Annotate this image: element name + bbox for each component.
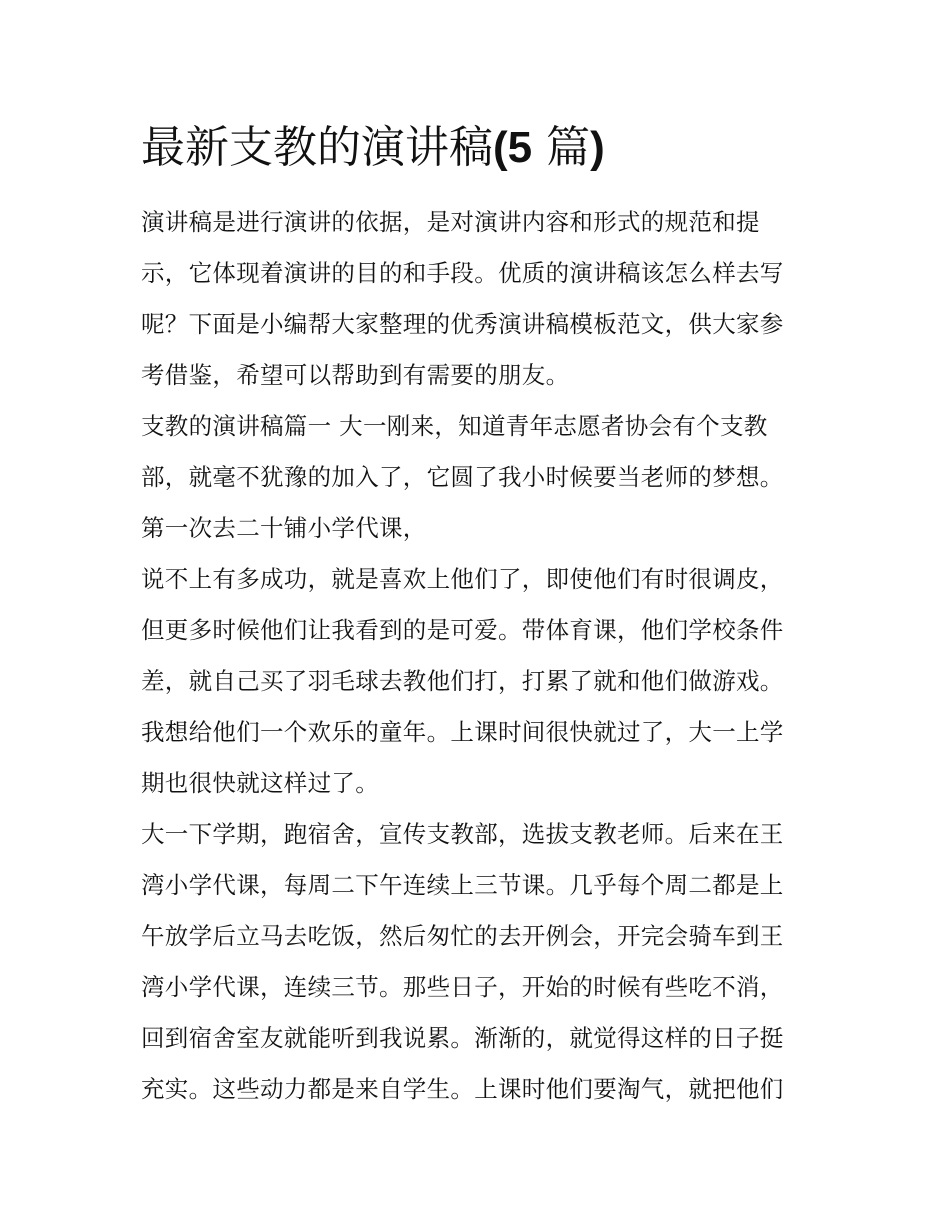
- text-line: 演讲稿是进行演讲的依据，是对演讲内容和形式的规范和提: [141, 208, 760, 236]
- text-line: 充实。这些动力都是来自学生。上课时他们要淘气，就把他们: [141, 1075, 784, 1103]
- text-line: 湾小学代课，每周二下午连续上三节课。几乎每个周二都是上: [141, 871, 784, 899]
- text-line: 呢？下面是小编帮大家整理的优秀演讲稿模板范文，供大家参: [141, 310, 784, 338]
- text-line: 支教的演讲稿篇一 大一刚来，知道青年志愿者协会有个支教: [141, 412, 768, 440]
- text-line: 第一次去二十铺小学代课，: [141, 514, 427, 542]
- text-line: 大一下学期，跑宿舍，宣传支教部，选拔支教老师。后来在王: [141, 820, 784, 848]
- title-paren-close: ): [590, 123, 605, 172]
- text-line: 期也很快就这样过了。: [141, 769, 379, 797]
- text-line: 说不上有多成功，就是喜欢上他们了，即使他们有时很调皮，: [141, 565, 784, 593]
- title-count: 5: [507, 123, 533, 172]
- text-line: 午放学后立马去吃饭，然后匆忙的去开例会，开完会骑车到王: [141, 922, 784, 950]
- text-line: 但更多时候他们让我看到的是可爱。带体育课，他们学校条件: [141, 616, 784, 644]
- document-title: [141, 118, 841, 178]
- text-line: 湾小学代课，连续三节。那些日子，开始的时候有些吃不消，: [141, 973, 784, 1001]
- text-line: 示，它体现着演讲的目的和手段。优质的演讲稿该怎么样去写: [141, 259, 784, 287]
- title-text: 最新支教的演讲稿: [141, 122, 493, 173]
- title-paren-open: (: [493, 123, 508, 172]
- text-line: 回到宿舍室友就能听到我说累。渐渐的，就觉得这样的日子挺: [141, 1024, 784, 1052]
- text-line: 考借鉴，希望可以帮助到有需要的朋友。: [141, 361, 570, 389]
- text-line: 差，就自己买了羽毛球去教他们打，打累了就和他们做游戏。: [141, 667, 784, 695]
- text-line: 我想给他们一个欢乐的童年。上课时间很快就过了，大一上学: [141, 718, 784, 746]
- title-unit: 篇: [546, 122, 591, 173]
- text-line: 部，就毫不犹豫的加入了，它圆了我小时候要当老师的梦想。: [141, 463, 784, 491]
